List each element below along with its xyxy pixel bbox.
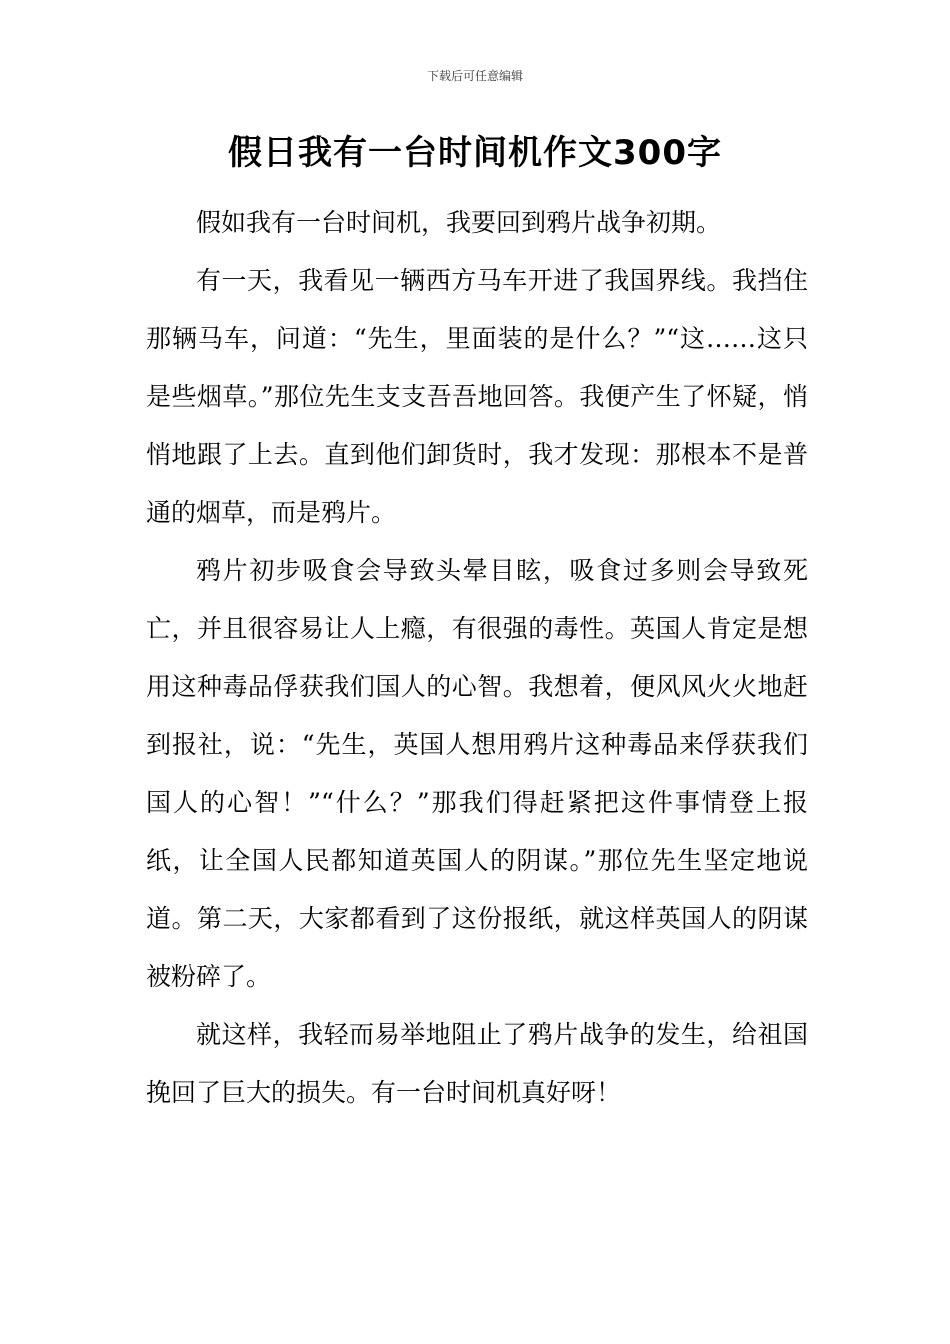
header-note: 下载后可任意编辑 (426, 69, 523, 83)
paragraph-2: 有一天，我看见一辆西方马车开进了我国界线。我挡住那辆马车，问道：“先生，里面装的是什么？”“这……这只是些烟草。”那位先生支支吾吾地回答。我便产生了怀疑，悄悄地跟了上去。直到他们卸货时，我才发现：那根本不是普通的烟草，而是鸦片。 (146, 266, 808, 527)
document-title: 假日我有一台时间机作文300字 (228, 133, 722, 173)
paragraph-4: 就这样，我轻而易举地阻止了鸦片战争的发生，给祖国挽回了巨大的损失。有一台时间机真好呀！ (146, 1020, 808, 1107)
paragraph-1: 假如我有一台时间机，我要回到鸦片战争初期。 (196, 208, 722, 237)
essay-body (146, 194, 808, 1122)
paragraph-3: 鸦片初步吸食会导致头晕目眩，吸食过多则会导致死亡，并且很容易让人上瘾，有很强的毒性。英国人肯定是想用这种毒品俘获我们国人的心智。我想着，便风风火火地赶到报社，说：“先生，英国人想用鸦片这种毒品来俘获我们国人的心智！”“什么？”那我们得赶紧把这件事情登上报纸，让全国人民都知道英国人的阴谋。”那位先生坚定地说道。第二天，大家都看到了这份报纸，就这样英国人的阴谋被粉碎了。 (146, 556, 808, 991)
